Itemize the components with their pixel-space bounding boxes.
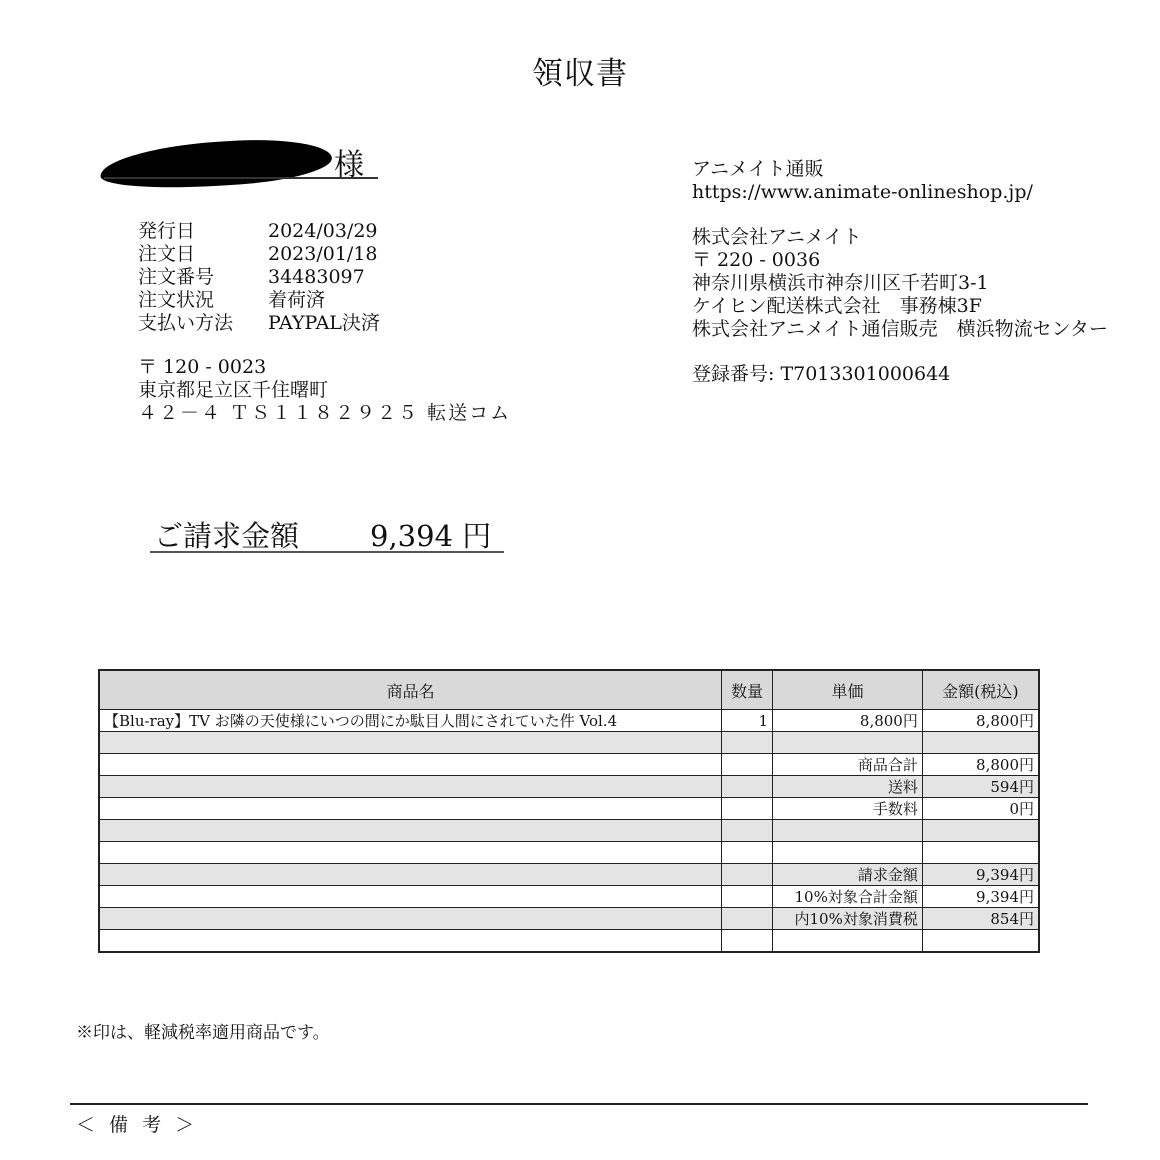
order-info-value: 2023/01/18 [268, 243, 378, 265]
table-row [99, 776, 1039, 798]
cell-taxable-total-value: 9,394円 [922, 886, 1039, 908]
cell-quantity [722, 754, 773, 776]
order-info-label: 注文日 [138, 243, 196, 265]
shop-address [692, 226, 1108, 341]
table-row [99, 930, 1039, 953]
cell-shipping-label: 送料 [773, 776, 923, 798]
cell-billing-value: 9,394円 [922, 864, 1039, 886]
cell-consumption-tax-label: 内10%対象消費税 [773, 908, 923, 930]
cell-quantity [722, 842, 773, 864]
remarks-label: ＜ 備 考 ＞ [76, 1114, 199, 1136]
cell-item-name [99, 754, 722, 776]
footnote: ※印は、軽減税率適用商品です。 [76, 1023, 330, 1043]
table-row [99, 842, 1039, 864]
table-row [99, 908, 1039, 930]
cell-quantity [722, 864, 773, 886]
order-info-row [138, 266, 380, 289]
items-table [98, 669, 1040, 953]
cell-unit-price [773, 842, 923, 864]
cell-quantity [722, 776, 773, 798]
billing-underline [150, 551, 504, 553]
cell-billing-label: 請求金額 [773, 864, 923, 886]
table-row [99, 754, 1039, 776]
header-unit-price: 単価 [773, 670, 923, 710]
cell-amount [922, 930, 1039, 953]
order-info-value: 34483097 [268, 266, 365, 288]
order-info-value: PAYPAL決済 [268, 312, 380, 334]
cell-quantity [722, 930, 773, 953]
cell-item-name [99, 864, 722, 886]
shop-address-line1: 神奈川県横浜市神奈川区千若町3-1 [692, 272, 989, 294]
header-amount: 金額(税込) [922, 670, 1039, 710]
cell-quantity [722, 820, 773, 842]
recipient-underline [104, 177, 378, 179]
billing-label: ご請求金額 [154, 519, 300, 553]
header-quantity: 数量 [722, 670, 773, 710]
cell-quantity [722, 908, 773, 930]
billing-value: 9,394 円 [370, 519, 492, 553]
cell-subtotal-value: 8,800円 [922, 754, 1039, 776]
cell-item-name: 【Blu-ray】TV お隣の天使様にいつの間にか駄目人間にされていた件 Vol.4 [99, 710, 722, 732]
cell-unit-price: 8,800円 [773, 710, 923, 732]
table-row [99, 732, 1039, 754]
cell-quantity [722, 732, 773, 754]
cell-fee-value: 0円 [922, 798, 1039, 820]
order-info-label: 注文状況 [138, 289, 215, 311]
cell-quantity [722, 886, 773, 908]
cell-quantity [722, 798, 773, 820]
customer-postal: 〒 120 - 0023 [138, 356, 267, 378]
order-info-row [138, 220, 380, 243]
cell-amount [922, 842, 1039, 864]
shop-address-line3: 株式会社アニメイト通信販売 横浜物流センター [692, 318, 1108, 340]
customer-address-line2: ４２－４ ＴＳ１１８２９２５ 転送コム [138, 402, 512, 424]
order-info [138, 220, 380, 335]
shop-postal: 〒 220 - 0036 [692, 249, 821, 271]
order-info-label: 発行日 [138, 220, 196, 242]
order-info-row [138, 289, 380, 312]
shop-registration: 登録番号: T7013301000644 [692, 363, 951, 385]
cell-unit-price [773, 930, 923, 953]
cell-item-name [99, 732, 722, 754]
customer-address [138, 356, 511, 425]
order-info-row [138, 312, 380, 335]
cell-amount [922, 820, 1039, 842]
cell-item-name [99, 776, 722, 798]
shop-header [692, 158, 1108, 204]
redacted-recipient-name [99, 134, 334, 194]
order-info-row [138, 243, 380, 266]
cell-item-name [99, 842, 722, 864]
cell-fee-label: 手数料 [773, 798, 923, 820]
order-info-label: 注文番号 [138, 266, 215, 288]
cell-item-name [99, 930, 722, 953]
cell-amount [922, 732, 1039, 754]
cell-taxable-total-label: 10%対象合計金額 [773, 886, 923, 908]
cell-quantity: 1 [722, 710, 773, 732]
cell-item-name [99, 798, 722, 820]
cell-item-name [99, 820, 722, 842]
shop-info [692, 158, 1108, 386]
table-row [99, 820, 1039, 842]
remarks-divider [70, 1103, 1088, 1105]
cell-item-name [99, 908, 722, 930]
page-title: 領収書 [532, 56, 628, 92]
cell-unit-price [773, 820, 923, 842]
customer-address-line1: 東京都足立区千住曙町 [138, 379, 329, 401]
table-row [99, 886, 1039, 908]
cell-item-name [99, 886, 722, 908]
recipient-honorific: 様 [334, 148, 364, 183]
cell-unit-price [773, 732, 923, 754]
order-info-value: 着荷済 [268, 289, 326, 311]
shop-url: https://www.animate-onlineshop.jp/ [692, 181, 1033, 203]
shop-company: 株式会社アニメイト [692, 226, 862, 248]
header-item-name: 商品名 [99, 670, 722, 710]
cell-consumption-tax-value: 854円 [922, 908, 1039, 930]
order-info-label: 支払い方法 [138, 312, 234, 334]
table-header-row [99, 670, 1039, 710]
table-row [99, 710, 1039, 732]
cell-amount: 8,800円 [922, 710, 1039, 732]
order-info-value: 2024/03/29 [268, 220, 378, 242]
shop-name: アニメイト通販 [692, 158, 824, 180]
cell-shipping-value: 594円 [922, 776, 1039, 798]
table-row [99, 798, 1039, 820]
cell-subtotal-label: 商品合計 [773, 754, 923, 776]
table-row [99, 864, 1039, 886]
shop-address-line2: ケイヒン配送株式会社 事務棟3F [692, 295, 982, 317]
